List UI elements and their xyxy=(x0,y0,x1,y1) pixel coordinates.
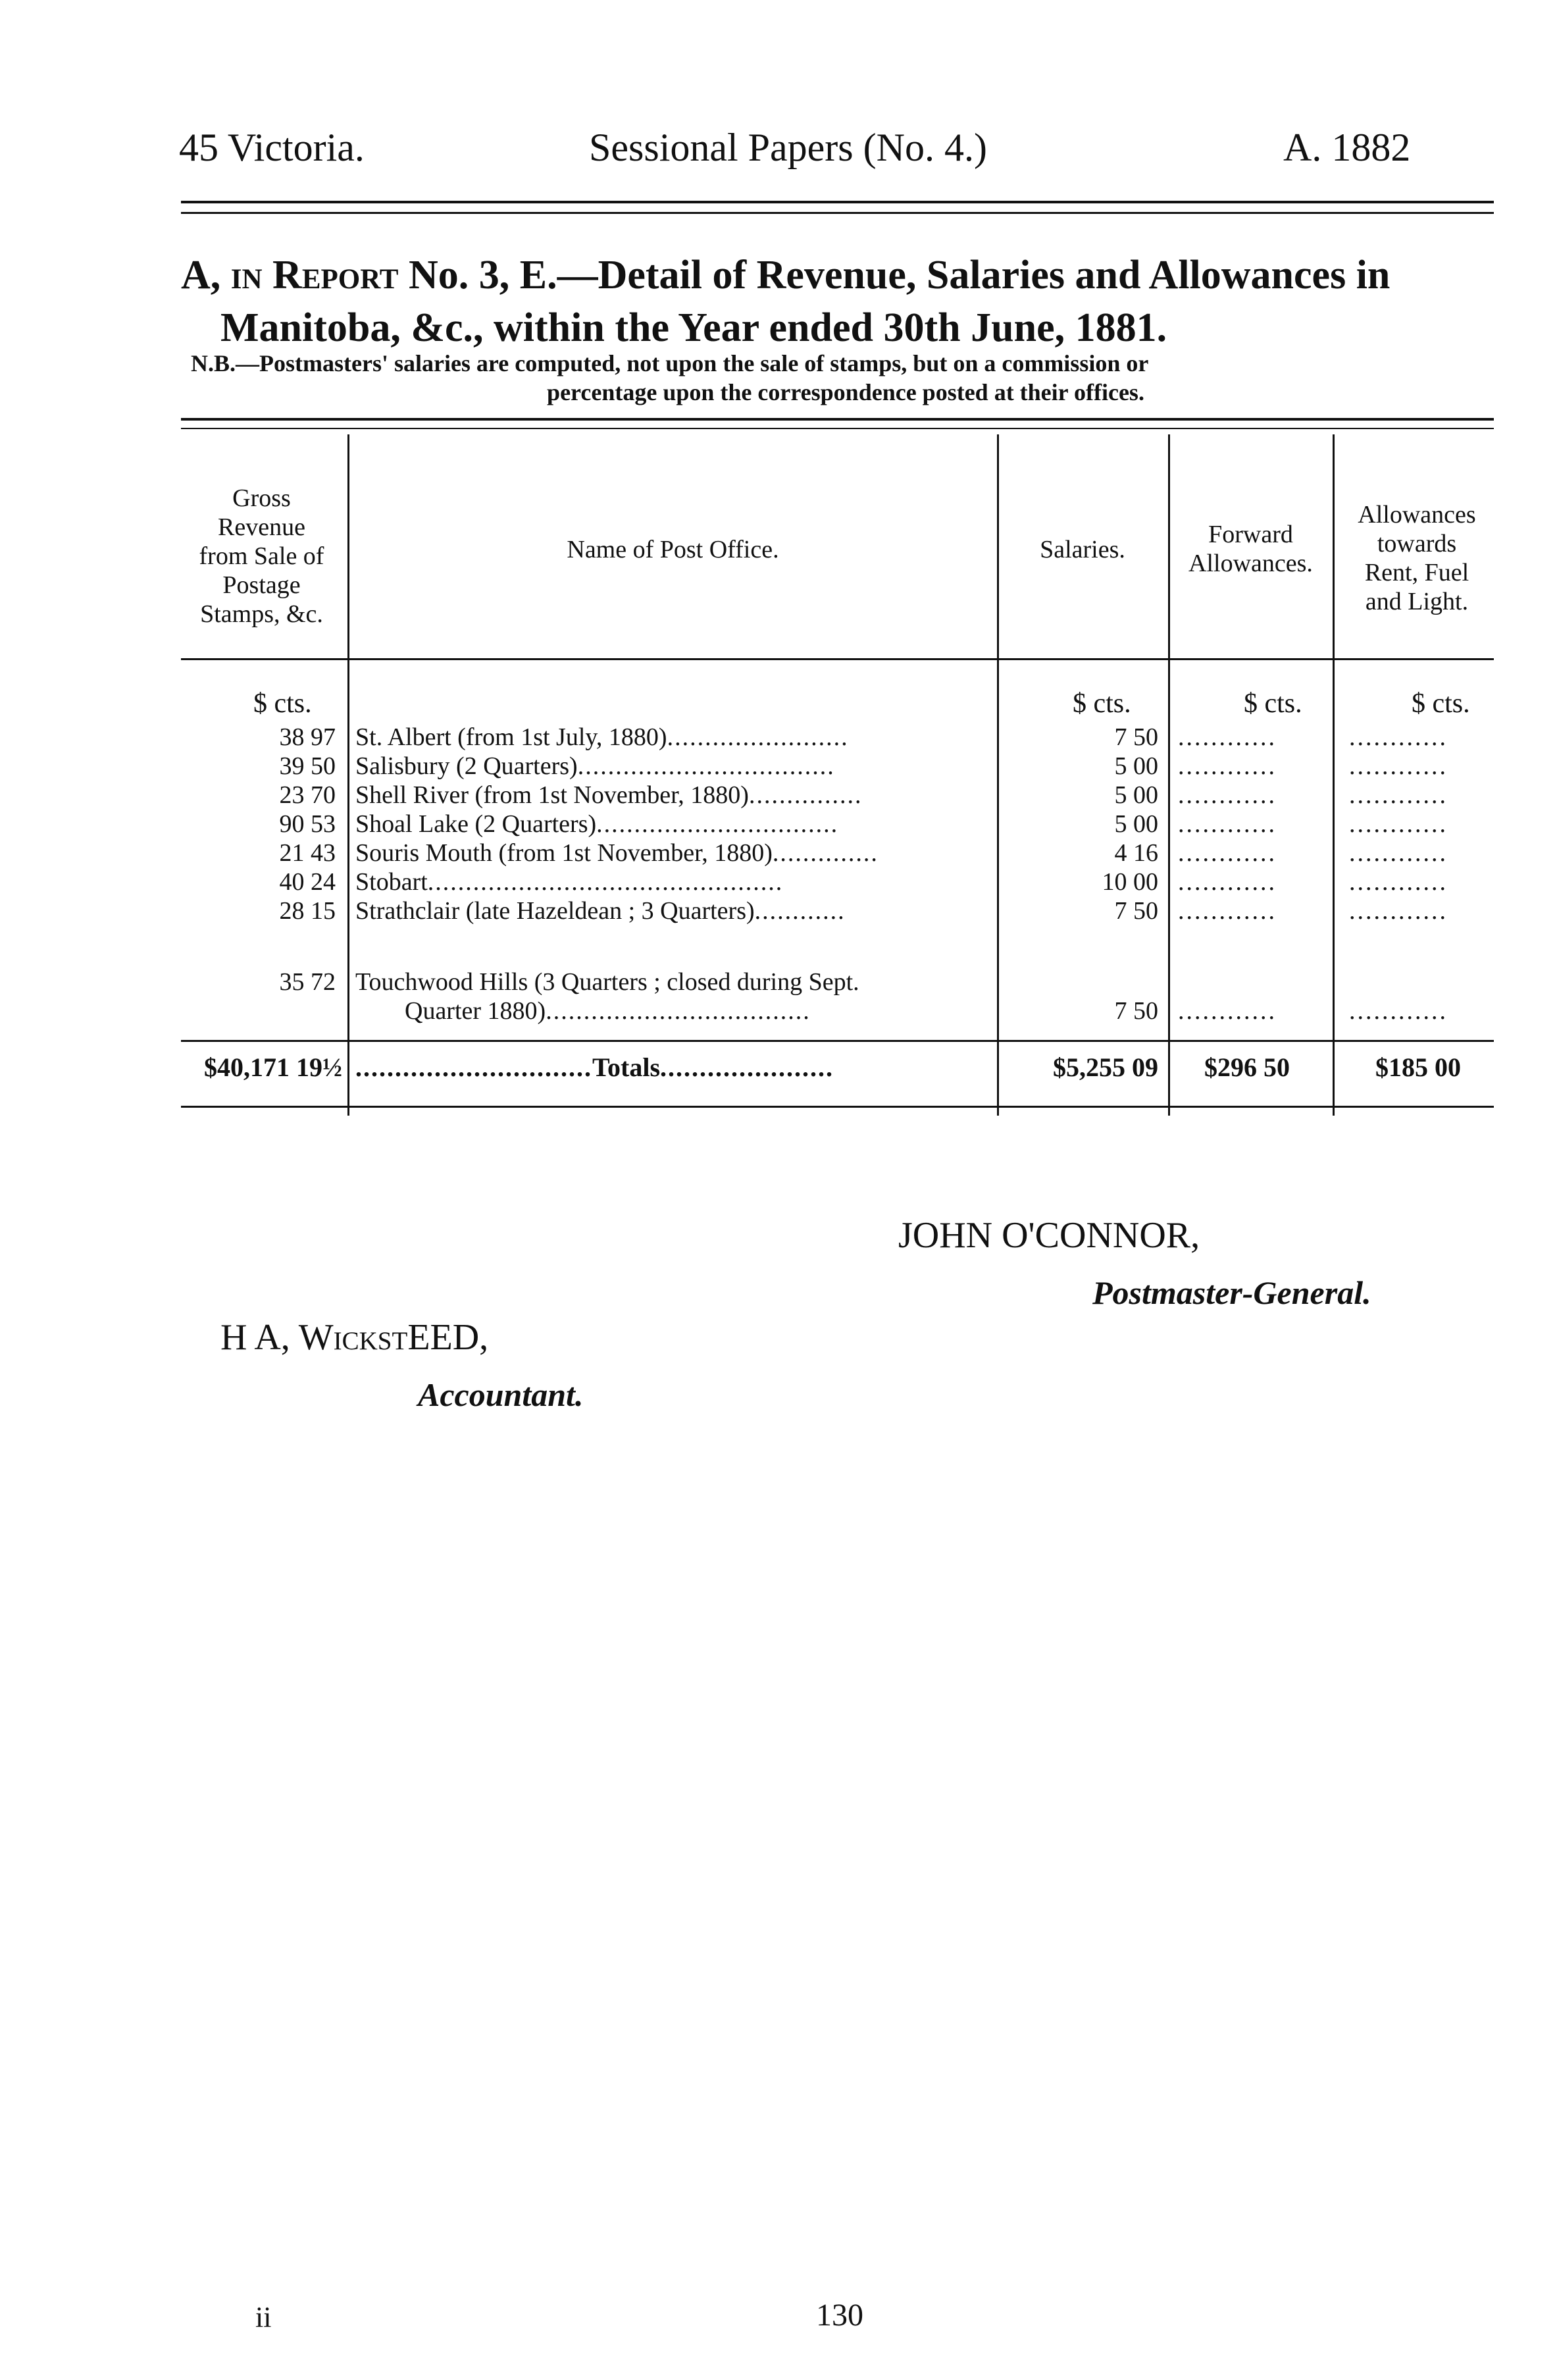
post-office-cell: St. Albert (from 1st July, 1880)........................ xyxy=(355,723,849,751)
title-line-2: Manitoba, &c., within the Year ended 30th June, 1881. xyxy=(220,305,1167,350)
table-top-rule-2 xyxy=(181,428,1494,429)
totals-row xyxy=(0,1053,1557,1082)
total-forward: $296 50 xyxy=(1204,1053,1290,1082)
post-office-cell: Salisbury (2 Quarters).................................. xyxy=(355,752,835,780)
header-session: 45 Victoria. xyxy=(179,126,365,169)
salary-cell: 7 50 xyxy=(1114,897,1158,925)
revenue-cell: 35 72 xyxy=(279,968,336,996)
allowance-cell: ............ xyxy=(1349,897,1448,925)
postmaster-general-title: Postmaster-General. xyxy=(1092,1274,1371,1311)
post-office-cell: Shell River (from 1st November, 1880)............... xyxy=(355,781,863,809)
header-rule-bottom xyxy=(181,212,1494,214)
total-revenue: $40,171 19½ xyxy=(204,1052,342,1082)
salary-cell: 7 50 xyxy=(1114,723,1158,751)
accountant-name: H A, WickstEED, xyxy=(220,1317,489,1358)
post-office-cell: Stobart............................................... xyxy=(355,868,784,896)
revenue-cell: 38 97 xyxy=(279,723,336,751)
footer-signature-mark: ii xyxy=(255,2301,272,2333)
allowance-cell: ............ xyxy=(1349,810,1448,838)
header-body-rule xyxy=(181,658,1494,660)
post-office-cell: Souris Mouth (from 1st November, 1880).............. xyxy=(355,839,879,867)
salary-cell: 7 50 xyxy=(1114,997,1158,1025)
column-header-forward: Forward Allowances. xyxy=(1188,521,1313,577)
table-row xyxy=(0,896,1557,925)
accountant-title: Accountant. xyxy=(418,1376,584,1413)
post-office-cell: Strathclair (late Hazeldean ; 3 Quarters)............ xyxy=(355,897,846,925)
unit-revenue: $ cts. xyxy=(253,688,312,719)
post-office-cell-cont: Quarter 1880)................................... xyxy=(405,997,811,1025)
unit-salaries: $ cts. xyxy=(1073,688,1131,719)
forward-cell: ............ xyxy=(1178,752,1277,780)
forward-cell: ............ xyxy=(1178,810,1277,838)
totals-rule xyxy=(181,1040,1494,1042)
allowance-cell: ............ xyxy=(1349,752,1448,780)
revenue-cell: 39 50 xyxy=(279,752,336,780)
column-header-allowances: Allowances towards Rent, Fuel and Light. xyxy=(1358,501,1476,615)
note xyxy=(191,349,1500,407)
header-year: A. 1882 xyxy=(1283,126,1411,169)
table-row-touchwood-cont xyxy=(0,996,1557,1025)
title-prefix: A, in Report xyxy=(181,253,399,298)
allowance-cell: ............ xyxy=(1349,997,1448,1025)
table-row-touchwood xyxy=(0,968,1557,996)
salary-cell: 5 00 xyxy=(1114,781,1158,809)
header-rule-top xyxy=(181,201,1494,203)
revenue-cell: 90 53 xyxy=(279,810,336,838)
allowance-cell: ............ xyxy=(1349,868,1448,896)
revenue-cell: 21 43 xyxy=(279,839,336,867)
forward-cell: ............ xyxy=(1178,997,1277,1025)
allowance-cell: ............ xyxy=(1349,723,1448,751)
revenue-cell: 28 15 xyxy=(279,897,336,925)
salary-cell: 5 00 xyxy=(1114,810,1158,838)
post-office-cell: Shoal Lake (2 Quarters)................................ xyxy=(355,810,839,838)
column-header-post-office: Name of Post Office. xyxy=(567,536,779,563)
note-line-1: N.B.—Postmasters' salaries are computed, not upon the sale of stamps, but on a commission or xyxy=(191,350,1149,376)
forward-cell: ............ xyxy=(1178,897,1277,925)
page-number: 130 xyxy=(816,2298,863,2333)
table-bottom-rule xyxy=(181,1106,1494,1108)
salary-cell: 10 00 xyxy=(1102,868,1158,896)
table-row xyxy=(0,839,1557,867)
unit-allowances: $ cts. xyxy=(1412,688,1470,719)
revenue-cell: 40 24 xyxy=(279,868,336,896)
total-allowances: $185 00 xyxy=(1375,1053,1461,1082)
total-salaries: $5,255 09 xyxy=(1053,1052,1158,1082)
title-main: No. 3, E.—Detail of Revenue, Salaries and Allowances in xyxy=(408,253,1391,298)
forward-cell: ............ xyxy=(1178,781,1277,809)
allowance-cell: ............ xyxy=(1349,781,1448,809)
forward-cell: ............ xyxy=(1178,839,1277,867)
header-papers: Sessional Papers (No. 4.) xyxy=(589,126,987,169)
unit-forward: $ cts. xyxy=(1244,688,1302,719)
revenue-cell: 23 70 xyxy=(279,781,336,809)
allowance-cell: ............ xyxy=(1349,839,1448,867)
postmaster-general-name: JOHN O'CONNOR, xyxy=(898,1215,1200,1256)
document-title xyxy=(181,249,1497,354)
table-row xyxy=(0,867,1557,896)
salary-cell: 4 16 xyxy=(1114,839,1158,867)
table-top-rule-1 xyxy=(181,418,1494,421)
salary-cell: 5 00 xyxy=(1114,752,1158,780)
note-line-2: percentage upon the correspondence posted at their offices. xyxy=(547,379,1144,405)
post-office-cell: Touchwood Hills (3 Quarters ; closed during Sept. xyxy=(355,968,859,996)
table-row xyxy=(0,752,1557,781)
table-row xyxy=(0,810,1557,839)
table-row xyxy=(0,781,1557,810)
column-header-salaries: Salaries. xyxy=(1040,536,1125,563)
forward-cell: ............ xyxy=(1178,868,1277,896)
forward-cell: ............ xyxy=(1178,723,1277,751)
column-header-revenue: Gross Revenue from Sale of Postage Stamps, &c. xyxy=(199,484,324,628)
totals-label-cell: ..............................Totals...................... xyxy=(355,1053,834,1082)
table-row xyxy=(0,723,1557,752)
